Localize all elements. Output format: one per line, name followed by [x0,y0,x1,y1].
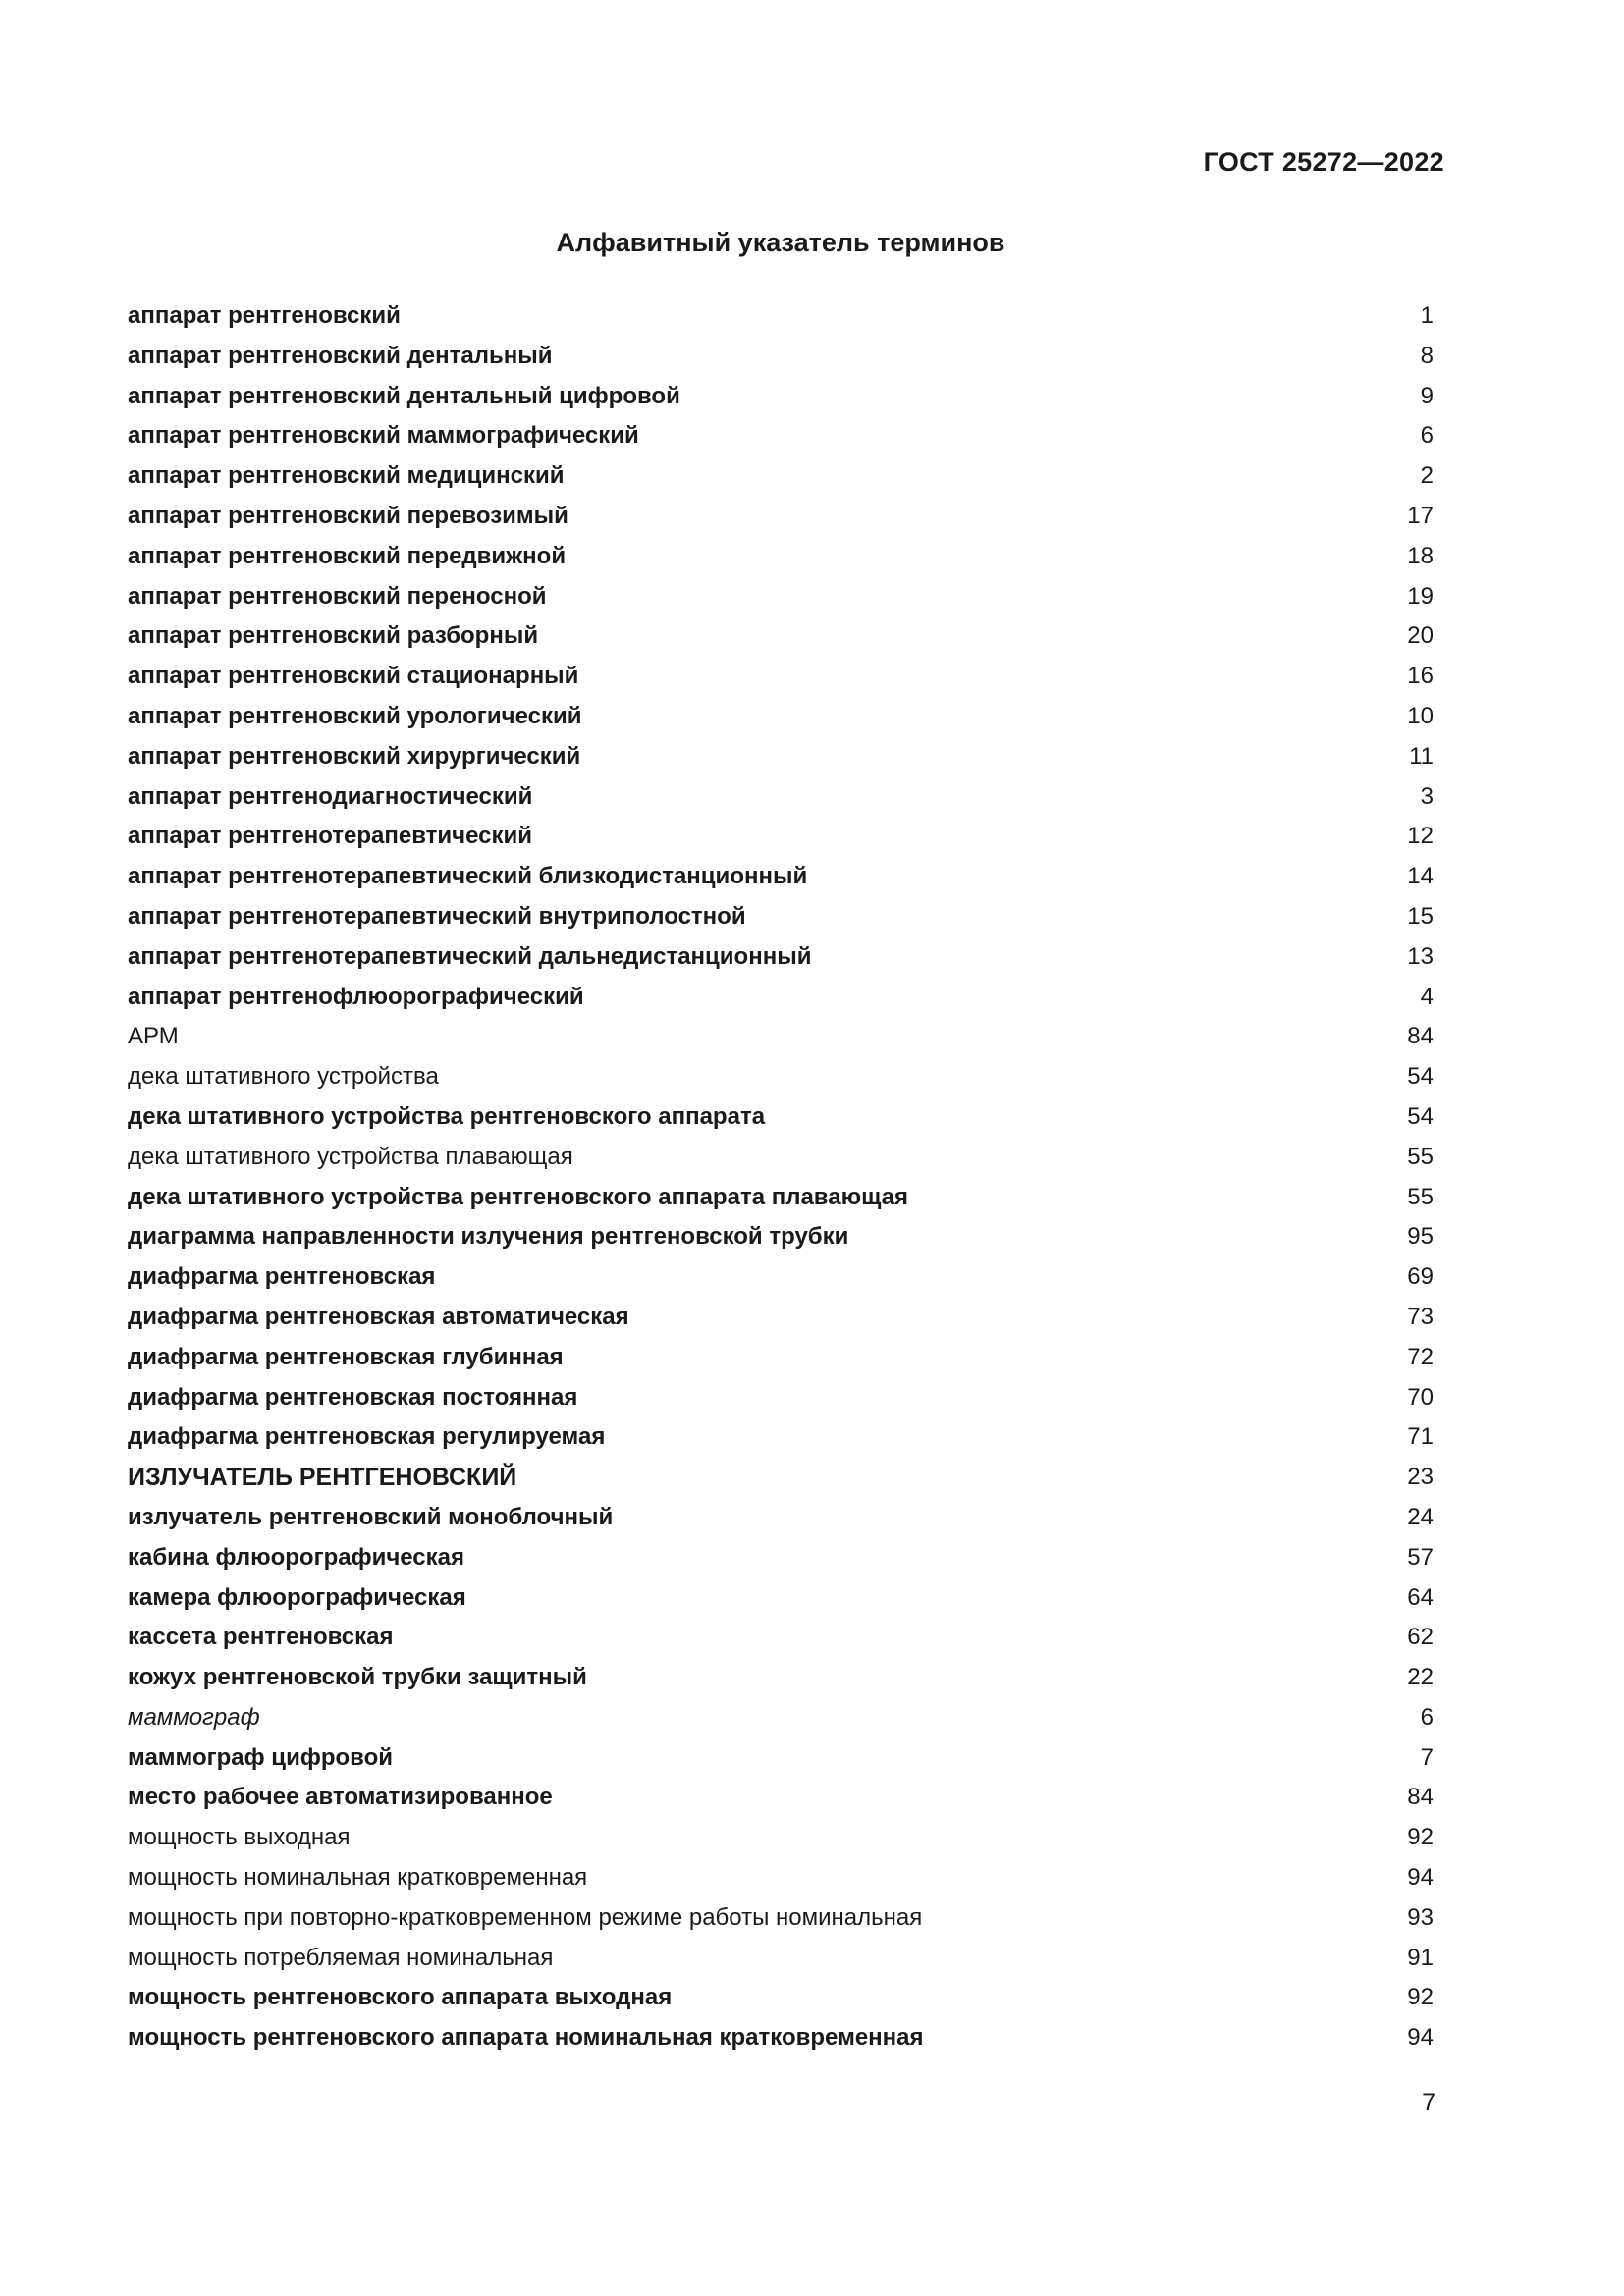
index-entry [128,337,1434,377]
index-term-number: 62 [1407,1624,1434,1651]
term-index-list [128,296,1434,2058]
index-term-number: 94 [1407,2024,1434,2052]
index-term: аппарат рентгеновский дентальный цифровой [128,382,680,409]
index-term-number: 95 [1407,1223,1434,1251]
index-term-number: 91 [1407,1944,1434,1971]
index-term: аппарат рентгенофлюорографический [128,983,584,1010]
index-term-number: 55 [1407,1183,1434,1210]
index-term: кассета рентгеновская [128,1624,394,1651]
index-term-number: 10 [1407,702,1434,729]
index-entry [128,456,1434,497]
index-term: аппарат рентгеновский дентальный [128,342,553,369]
index-term-number: 94 [1407,1864,1434,1892]
index-entry [128,1338,1434,1378]
index-term-number: 7 [1420,1743,1434,1771]
index-entry [128,1538,1434,1578]
index-term: аппарат рентгеновский урологический [128,702,582,729]
index-term-number: 1 [1420,302,1434,329]
index-term-number: 55 [1407,1143,1434,1170]
index-term: мощность номинальная кратковременная [128,1864,588,1892]
index-term: аппарат рентгенотерапевтический близкодистанционный [128,863,808,890]
index-entry [128,857,1434,897]
index-entry [128,1057,1434,1097]
index-term-number: 69 [1407,1263,1434,1291]
index-entry [128,1298,1434,1338]
index-term: аппарат рентгеновский маммографический [128,422,639,450]
index-term: камера флюорографическая [128,1583,466,1611]
index-term: мощность при повторно-кратковременном режиме работы номинальная [128,1903,923,1931]
index-term: АРМ [128,1023,179,1050]
index-term-number: 24 [1407,1503,1434,1530]
index-term-number: 22 [1407,1664,1434,1691]
index-entry [128,537,1434,577]
index-term: аппарат рентгеновский стационарный [128,663,579,690]
index-term: дека штативного устройства плавающая [128,1143,573,1170]
index-entry [128,1498,1434,1538]
index-entry [128,1378,1434,1418]
index-term-number: 11 [1409,742,1434,770]
index-entry [128,817,1434,857]
index-term-number: 64 [1407,1583,1434,1611]
index-term: место рабочее автоматизированное [128,1784,553,1811]
index-term-number: 3 [1420,782,1434,810]
index-term: мощность рентгеновского аппарата номинальная кратковременная [128,2024,924,2052]
standard-code: ГОСТ 25272—2022 [1203,147,1444,177]
index-entry [128,1858,1434,1898]
index-term-number: 19 [1407,582,1434,610]
page-number: 7 [1422,2089,1435,2116]
index-term: аппарат рентгеновский медицинский [128,462,565,490]
index-entry [128,1097,1434,1138]
index-entry [128,737,1434,777]
index-entry [128,1698,1434,1738]
index-term-number: 71 [1407,1423,1434,1451]
index-entry [128,1017,1434,1057]
index-term: аппарат рентгеновский [128,302,401,329]
index-term: аппарат рентгенотерапевтический дальнедистанционный [128,942,812,970]
index-entry [128,1939,1434,1979]
index-term-number: 73 [1407,1303,1434,1330]
index-entry [128,1738,1434,1779]
index-term: аппарат рентгенодиагностический [128,782,533,810]
index-entry [128,897,1434,937]
index-term: аппарат рентгенотерапевтический внутриполостной [128,902,746,930]
index-term: аппарат рентгеновский передвижной [128,542,567,569]
index-term-number: 4 [1420,983,1434,1010]
index-term-number: 12 [1407,823,1434,850]
index-term-number: 16 [1407,663,1434,690]
index-entry [128,577,1434,617]
index-term: аппарат рентгенотерапевтический [128,823,533,850]
index-entry [128,1417,1434,1458]
index-term: кожух рентгеновской трубки защитный [128,1664,587,1691]
index-term-number: 72 [1407,1343,1434,1370]
index-entry [128,657,1434,697]
index-entry [128,1257,1434,1298]
index-term-number: 13 [1407,942,1434,970]
index-term: кабина флюорографическая [128,1543,465,1571]
index-term-number: 2 [1420,462,1434,490]
index-entry [128,1217,1434,1257]
index-term-number: 14 [1407,863,1434,890]
index-term-number: 84 [1407,1784,1434,1811]
index-entry [128,377,1434,417]
index-term: дека штативного устройства рентгеновского аппарата [128,1102,766,1130]
index-term: аппарат рентгеновский разборный [128,622,539,650]
index-term: диафрагма рентгеновская автоматическая [128,1303,629,1330]
index-term-number: 57 [1407,1543,1434,1571]
index-term-number: 17 [1407,502,1434,529]
index-entry [128,1658,1434,1698]
index-entry [128,416,1434,456]
index-term: аппарат рентгеновский перевозимый [128,502,568,529]
index-term: дека штативного устройства [128,1063,439,1091]
index-term-number: 54 [1407,1063,1434,1091]
index-entry [128,1138,1434,1178]
index-entry [128,497,1434,537]
index-term: маммограф цифровой [128,1743,393,1771]
index-entry [128,1178,1434,1218]
index-entry [128,697,1434,737]
index-term-number: 92 [1407,1984,1434,2011]
index-term: мощность потребляемая номинальная [128,1944,554,1971]
index-title: Алфавитный указатель терминов [556,228,1005,257]
index-term-number: 15 [1407,902,1434,930]
index-term-number: 93 [1407,1903,1434,1931]
index-term: диаграмма направленности излучения рентгеновской трубки [128,1223,849,1251]
index-term-number: 54 [1407,1102,1434,1130]
index-term-number: 6 [1420,422,1434,450]
index-entry [128,1778,1434,1818]
index-term: излучатель рентгеновский моноблочный [128,1503,614,1530]
index-term-number: 6 [1420,1703,1434,1731]
index-entry [128,1978,1434,2018]
index-term: дека штативного устройства рентгеновского аппарата плавающая [128,1183,908,1210]
index-entry [128,1578,1434,1619]
index-term-number: 8 [1420,342,1434,369]
index-entry [128,777,1434,818]
index-entry [128,937,1434,978]
index-term-number: 18 [1407,542,1434,569]
index-term: диафрагма рентгеновская постоянная [128,1383,578,1411]
index-entry [128,1458,1434,1498]
index-term-number: 20 [1407,622,1434,650]
index-term-number: 23 [1407,1464,1434,1491]
index-term: мощность рентгеновского аппарата выходная [128,1984,673,2011]
index-entry [128,1818,1434,1858]
index-entry [128,2018,1434,2058]
index-term: диафрагма рентгеновская регулируемая [128,1423,606,1451]
index-term: мощность выходная [128,1824,351,1851]
index-entry [128,296,1434,337]
index-term-number: 92 [1407,1824,1434,1851]
index-term: аппарат рентгеновский переносной [128,582,547,610]
index-entry [128,1618,1434,1658]
index-term: диафрагма рентгеновская [128,1263,436,1291]
index-term-number: 84 [1407,1023,1434,1050]
index-term: аппарат рентгеновский хирургический [128,742,581,770]
index-term: ИЗЛУЧАТЕЛЬ РЕНТГЕНОВСКИЙ [128,1464,517,1492]
index-term-number: 9 [1420,382,1434,409]
index-entry [128,616,1434,657]
index-term-number: 70 [1407,1383,1434,1411]
index-entry [128,1898,1434,1939]
index-entry [128,978,1434,1018]
index-term: маммограф [128,1703,260,1731]
index-term: диафрагма рентгеновская глубинная [128,1343,564,1370]
